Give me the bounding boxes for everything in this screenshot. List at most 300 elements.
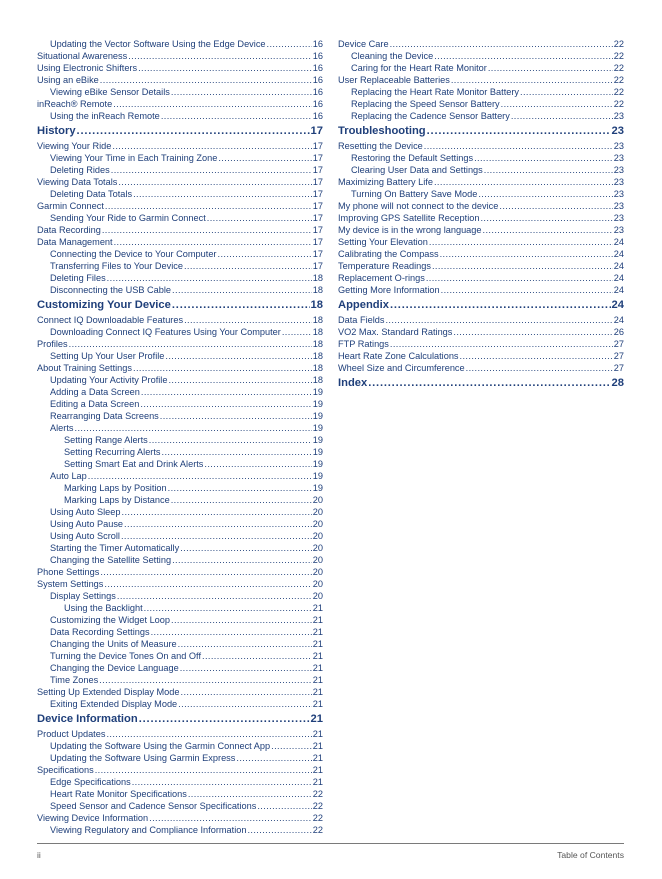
dot-leader — [151, 626, 312, 638]
dot-leader — [105, 200, 312, 212]
toc-entry-page: 24 — [613, 237, 624, 247]
toc-entry-title: Data Recording Settings — [50, 627, 150, 637]
toc-entry-page: 19 — [312, 411, 323, 421]
toc-entry[interactable] — [37, 542, 323, 554]
toc-entry-title: Data Management — [37, 237, 113, 247]
toc-entry[interactable] — [338, 284, 624, 296]
toc-entry-page: 21 — [310, 713, 323, 725]
toc-entry[interactable] — [37, 62, 323, 74]
toc-entry[interactable] — [37, 674, 323, 686]
toc-entry[interactable] — [37, 764, 323, 776]
dot-leader — [385, 314, 612, 326]
dot-leader — [427, 123, 611, 140]
dot-leader — [218, 248, 312, 260]
dot-leader — [257, 800, 311, 812]
toc-entry-title: Viewing Your Ride — [37, 141, 112, 151]
footer-section-title: Table of Contents — [557, 850, 624, 860]
dot-leader — [149, 812, 312, 824]
toc-entry-page: 17 — [312, 189, 323, 199]
toc-entry-title: Viewing Data Totals — [37, 177, 118, 187]
toc-entry[interactable] — [37, 494, 323, 506]
toc-entry[interactable] — [37, 788, 323, 800]
toc-entry-page: 21 — [312, 753, 323, 763]
dot-leader — [95, 764, 312, 776]
toc-entry[interactable] — [338, 350, 624, 362]
toc-entry[interactable] — [338, 314, 624, 326]
toc-entry[interactable] — [37, 98, 323, 110]
toc-entry-page: 21 — [312, 615, 323, 625]
toc-entry-page: 22 — [613, 39, 624, 49]
toc-entry[interactable] — [338, 140, 624, 152]
toc-entry-title: Heart Rate Zone Calculations — [338, 351, 459, 361]
toc-entry-title: Using Auto Pause — [50, 519, 124, 529]
dot-leader — [132, 776, 312, 788]
dot-leader — [172, 554, 312, 566]
toc-entry[interactable] — [37, 386, 323, 398]
toc-right-column — [338, 38, 624, 392]
toc-entry-title: Maximizing Battery Life — [338, 177, 433, 187]
toc-entry[interactable] — [37, 590, 323, 602]
dot-leader — [139, 711, 310, 728]
dot-leader — [106, 728, 311, 740]
dot-leader — [499, 200, 612, 212]
toc-entry-title: Specifications — [37, 765, 94, 775]
toc-entry[interactable] — [338, 38, 624, 50]
toc-entry[interactable] — [37, 224, 323, 236]
dot-leader — [100, 74, 312, 86]
toc-entry[interactable] — [338, 338, 624, 350]
toc-entry[interactable] — [37, 398, 323, 410]
dot-leader — [160, 410, 312, 422]
toc-entry-title: Using an eBike — [37, 75, 99, 85]
toc-entry-page: 19 — [312, 399, 323, 409]
toc-entry[interactable] — [338, 236, 624, 248]
toc-entry[interactable] — [37, 338, 323, 350]
dot-leader — [520, 86, 613, 98]
dot-leader — [207, 212, 312, 224]
dot-leader — [122, 506, 312, 518]
dot-leader — [440, 248, 613, 260]
toc-entry[interactable] — [37, 260, 323, 272]
toc-entry-page: 16 — [312, 39, 323, 49]
toc-entry-page: 17 — [312, 261, 323, 271]
dot-leader — [424, 140, 613, 152]
dot-leader — [429, 236, 613, 248]
toc-entry-title: Auto Lap — [50, 471, 87, 481]
toc-entry-title: Sending Your Ride to Garmin Connect — [50, 213, 206, 223]
toc-entry-title: History — [37, 125, 76, 137]
toc-entry-page: 21 — [312, 699, 323, 709]
toc-entry-page: 23 — [613, 201, 624, 211]
toc-entry-title: Setting Up Extended Display Mode — [37, 687, 180, 697]
dot-leader — [168, 374, 311, 386]
toc-entry-title: Temperature Readings — [338, 261, 431, 271]
toc-entry-title: Changing the Units of Measure — [50, 639, 177, 649]
toc-entry-page: 22 — [312, 801, 323, 811]
toc-entry-page: 18 — [312, 339, 323, 349]
dot-leader — [149, 434, 312, 446]
toc-entry-title: Setting Range Alerts — [64, 435, 148, 445]
toc-entry[interactable] — [37, 176, 323, 188]
toc-entry-page: 22 — [613, 63, 624, 73]
toc-entry[interactable] — [37, 686, 323, 698]
toc-entry-title: Data Fields — [338, 315, 385, 325]
dot-leader — [121, 530, 312, 542]
toc-entry[interactable] — [37, 422, 323, 434]
toc-entry[interactable] — [37, 86, 323, 98]
dot-leader — [118, 176, 311, 188]
toc-entry-title: Customizing Your Device — [37, 299, 171, 311]
dot-leader — [236, 752, 311, 764]
toc-entry-title: Situational Awareness — [37, 51, 128, 61]
toc-entry[interactable] — [338, 50, 624, 62]
dot-leader — [426, 272, 613, 284]
toc-entry[interactable] — [338, 176, 624, 188]
dot-leader — [104, 578, 311, 590]
toc-entry-title: Product Updates — [37, 729, 106, 739]
toc-entry[interactable] — [37, 326, 323, 338]
toc-entry-page: 17 — [310, 125, 323, 137]
toc-entry[interactable] — [37, 212, 323, 224]
toc-entry[interactable] — [37, 776, 323, 788]
toc-entry-title: Cleaning the Device — [351, 51, 434, 61]
toc-entry[interactable] — [37, 152, 323, 164]
toc-entry-page: 20 — [312, 579, 323, 589]
toc-entry-title: Resetting the Device — [338, 141, 423, 151]
toc-entry-page: 27 — [613, 351, 624, 361]
toc-entry-title: Customizing the Widget Loop — [50, 615, 171, 625]
dot-leader — [112, 140, 311, 152]
dot-leader — [171, 494, 312, 506]
toc-entry[interactable] — [37, 728, 323, 740]
toc-entry-page: 26 — [613, 327, 624, 337]
toc-entry[interactable] — [338, 74, 624, 86]
dot-leader — [478, 188, 612, 200]
toc-entry-title: Connecting the Device to Your Computer — [50, 249, 217, 259]
dot-leader — [501, 98, 613, 110]
dot-leader — [172, 297, 310, 314]
toc-entry-page: 21 — [312, 777, 323, 787]
toc-entry-title: Rearranging Data Screens — [50, 411, 159, 421]
toc-entry[interactable] — [338, 188, 624, 200]
toc-entry-page: 22 — [613, 75, 624, 85]
toc-entry-page: 24 — [613, 249, 624, 259]
toc-entry-title: Display Settings — [50, 591, 116, 601]
toc-entry[interactable] — [37, 50, 323, 62]
toc-heading[interactable] — [338, 297, 624, 314]
toc-entry[interactable] — [338, 212, 624, 224]
toc-entry[interactable] — [37, 812, 323, 824]
toc-entry-page: 24 — [611, 299, 624, 311]
toc-entry-page: 21 — [312, 663, 323, 673]
toc-entry[interactable] — [37, 800, 323, 812]
toc-entry-page: 20 — [312, 531, 323, 541]
toc-entry[interactable] — [338, 98, 624, 110]
toc-entry-page: 18 — [310, 299, 323, 311]
toc-entry[interactable] — [338, 260, 624, 272]
dot-leader — [114, 236, 312, 248]
toc-entry-page: 17 — [312, 201, 323, 211]
toc-entry-page: 21 — [312, 639, 323, 649]
dot-leader — [204, 458, 311, 470]
toc-heading[interactable] — [37, 711, 323, 728]
toc-entry-page: 24 — [613, 285, 624, 295]
toc-entry-title: Updating the Vector Software Using the Edge Device — [50, 39, 266, 49]
toc-entry-title: Setting Smart Eat and Drink Alerts — [64, 459, 204, 469]
toc-entry[interactable] — [37, 236, 323, 248]
toc-entry-page: 22 — [613, 51, 624, 61]
toc-entry-title: Edge Specifications — [50, 777, 131, 787]
dot-leader — [138, 62, 312, 74]
dot-leader — [128, 50, 312, 62]
dot-leader — [171, 86, 312, 98]
dot-leader — [466, 362, 613, 374]
dot-leader — [368, 375, 610, 392]
toc-entry-page: 23 — [613, 177, 624, 187]
toc-entry-title: Changing the Device Language — [50, 663, 179, 673]
toc-entry-page: 16 — [312, 75, 323, 85]
toc-entry-title: Troubleshooting — [338, 125, 426, 137]
toc-entry[interactable] — [338, 110, 624, 122]
toc-entry[interactable] — [338, 200, 624, 212]
dot-leader — [184, 260, 312, 272]
dot-leader — [180, 662, 312, 674]
toc-entry-title: Index — [338, 377, 368, 389]
toc-entry-title: Improving GPS Satellite Reception — [338, 213, 480, 223]
dot-leader — [171, 614, 312, 626]
toc-entry[interactable] — [37, 470, 323, 482]
toc-entry-title: Device Care — [338, 39, 389, 49]
toc-entry-page: 27 — [613, 363, 624, 373]
toc-entry[interactable] — [37, 506, 323, 518]
dot-leader — [511, 110, 613, 122]
dot-leader — [390, 38, 613, 50]
toc-entry-page: 21 — [312, 765, 323, 775]
toc-entry-title: Replacement O-rings — [338, 273, 425, 283]
toc-entry[interactable] — [37, 188, 323, 200]
toc-entry-page: 21 — [312, 603, 323, 613]
toc-entry[interactable] — [37, 140, 323, 152]
toc-entry[interactable] — [37, 458, 323, 470]
toc-entry-page: 17 — [312, 225, 323, 235]
toc-entry-page: 21 — [312, 741, 323, 751]
dot-leader — [181, 686, 312, 698]
toc-entry[interactable] — [37, 824, 323, 836]
toc-entry-page: 17 — [312, 153, 323, 163]
toc-entry[interactable] — [37, 362, 323, 374]
dot-leader — [140, 398, 311, 410]
dot-leader — [202, 650, 312, 662]
toc-entry-page: 20 — [312, 507, 323, 517]
toc-heading[interactable] — [338, 375, 624, 392]
toc-entry[interactable] — [338, 362, 624, 374]
toc-entry[interactable] — [338, 62, 624, 74]
dot-leader — [161, 110, 312, 122]
toc-entry[interactable] — [338, 326, 624, 338]
toc-entry-title: Viewing eBike Sensor Details — [50, 87, 170, 97]
toc-entry-title: Setting Recurring Alerts — [64, 447, 161, 457]
toc-entry-title: Alerts — [50, 423, 74, 433]
toc-entry-title: System Settings — [37, 579, 104, 589]
dot-leader — [172, 284, 312, 296]
dot-leader — [178, 698, 312, 710]
dot-leader — [432, 260, 613, 272]
toc-entry[interactable] — [37, 446, 323, 458]
toc-entry-title: Adding a Data Screen — [50, 387, 140, 397]
toc-heading[interactable] — [37, 297, 323, 314]
dot-leader — [77, 123, 310, 140]
toc-entry[interactable] — [37, 566, 323, 578]
toc-entry[interactable] — [37, 482, 323, 494]
dot-leader — [480, 212, 612, 224]
toc-entry[interactable] — [37, 614, 323, 626]
dot-leader — [133, 188, 312, 200]
toc-entry-page: 16 — [312, 99, 323, 109]
toc-entry-page: 21 — [312, 651, 323, 661]
toc-entry[interactable] — [37, 530, 323, 542]
toc-entry-page: 20 — [312, 543, 323, 553]
toc-entry[interactable] — [338, 224, 624, 236]
toc-entry[interactable] — [37, 272, 323, 284]
toc-entry-title: Using the inReach Remote — [50, 111, 160, 121]
toc-entry[interactable] — [37, 314, 323, 326]
dot-leader — [144, 602, 312, 614]
toc-entry[interactable] — [37, 434, 323, 446]
dot-leader — [75, 422, 312, 434]
dot-leader — [474, 152, 613, 164]
toc-entry-title: Deleting Data Totals — [50, 189, 133, 199]
toc-entry-page: 16 — [312, 51, 323, 61]
toc-entry-page: 21 — [312, 675, 323, 685]
dot-leader — [117, 590, 312, 602]
toc-entry-title: Viewing Device Information — [37, 813, 149, 823]
toc-entry[interactable] — [37, 374, 323, 386]
dot-leader — [267, 38, 312, 50]
toc-entry[interactable] — [37, 110, 323, 122]
dot-leader — [102, 224, 312, 236]
toc-entry-title: Viewing Your Time in Each Training Zone — [50, 153, 218, 163]
toc-entry-page: 16 — [312, 111, 323, 121]
toc-entry-title: Calibrating the Compass — [338, 249, 439, 259]
toc-entry-page: 19 — [312, 435, 323, 445]
toc-entry-page: 17 — [312, 165, 323, 175]
dot-leader — [124, 518, 312, 530]
dot-leader — [282, 326, 312, 338]
toc-entry-page: 23 — [613, 111, 624, 121]
toc-entry-page: 24 — [613, 273, 624, 283]
toc-entry-page: 24 — [613, 315, 624, 325]
toc-entry-title: Device Information — [37, 713, 138, 725]
toc-entry[interactable] — [338, 272, 624, 284]
toc-heading[interactable] — [37, 123, 323, 140]
toc-entry[interactable] — [37, 518, 323, 530]
toc-entry[interactable] — [338, 164, 624, 176]
toc-entry-page: 23 — [613, 141, 624, 151]
dot-leader — [483, 224, 613, 236]
toc-entry-page: 17 — [312, 249, 323, 259]
dot-leader — [100, 566, 311, 578]
dot-leader — [133, 362, 312, 374]
toc-entry[interactable] — [338, 152, 624, 164]
toc-entry[interactable] — [37, 662, 323, 674]
dot-leader — [184, 314, 312, 326]
toc-entry-title: Updating the Software Using Garmin Express — [50, 753, 236, 763]
toc-entry-title: Updating the Software Using the Garmin Connect App — [50, 741, 271, 751]
toc-entry-page: 18 — [312, 375, 323, 385]
toc-left-column — [37, 38, 323, 836]
dot-leader — [451, 74, 613, 86]
toc-entry-page: 23 — [613, 165, 624, 175]
toc-entry-title: FTP Ratings — [338, 339, 389, 349]
toc-entry-page: 21 — [312, 729, 323, 739]
toc-entry[interactable] — [338, 248, 624, 260]
toc-entry[interactable] — [37, 650, 323, 662]
toc-entry-page: 20 — [312, 495, 323, 505]
toc-entry[interactable] — [37, 578, 323, 590]
toc-heading[interactable] — [338, 123, 624, 140]
dot-leader — [88, 470, 312, 482]
toc-entry[interactable] — [37, 284, 323, 296]
toc-entry-title: Getting More Information — [338, 285, 440, 295]
dot-leader — [484, 164, 613, 176]
toc-entry[interactable] — [37, 164, 323, 176]
toc-entry[interactable] — [37, 200, 323, 212]
toc-entry-page: 17 — [312, 237, 323, 247]
toc-entry-title: Editing a Data Screen — [50, 399, 140, 409]
toc-entry[interactable] — [37, 752, 323, 764]
toc-entry[interactable] — [37, 698, 323, 710]
toc-entry[interactable] — [37, 410, 323, 422]
toc-entry[interactable] — [37, 74, 323, 86]
toc-entry-page: 18 — [312, 315, 323, 325]
toc-entry-page: 18 — [312, 351, 323, 361]
toc-entry-page: 21 — [312, 627, 323, 637]
toc-entry-title: Setting Up Your User Profile — [50, 351, 165, 361]
dot-leader — [113, 98, 312, 110]
dot-leader — [390, 338, 613, 350]
toc-entry-title: Exiting Extended Display Mode — [50, 699, 178, 709]
toc-entry[interactable] — [37, 554, 323, 566]
toc-entry-page: 22 — [312, 789, 323, 799]
dot-leader — [180, 542, 312, 554]
dot-leader — [247, 824, 311, 836]
toc-entry-title: Caring for the Heart Rate Monitor — [351, 63, 487, 73]
toc-entry[interactable] — [37, 740, 323, 752]
toc-entry-page: 23 — [613, 213, 624, 223]
toc-entry-title: Restoring the Default Settings — [351, 153, 474, 163]
toc-entry[interactable] — [37, 626, 323, 638]
toc-entry-title: User Replaceable Batteries — [338, 75, 450, 85]
toc-entry-title: Deleting Files — [50, 273, 106, 283]
toc-entry[interactable] — [37, 248, 323, 260]
dot-leader — [390, 297, 611, 314]
toc-entry-page: 20 — [312, 591, 323, 601]
toc-entry-title: Phone Settings — [37, 567, 100, 577]
dot-leader — [178, 638, 312, 650]
toc-entry[interactable] — [338, 86, 624, 98]
toc-entry[interactable] — [37, 38, 323, 50]
toc-entry[interactable] — [37, 602, 323, 614]
toc-entry-title: My device is in the wrong language — [338, 225, 482, 235]
dot-leader — [441, 284, 613, 296]
toc-entry-page: 27 — [613, 339, 624, 349]
toc-entry-title: Data Recording — [37, 225, 101, 235]
toc-entry[interactable] — [37, 638, 323, 650]
toc-entry[interactable] — [37, 350, 323, 362]
toc-entry-title: Disconnecting the USB Cable — [50, 285, 172, 295]
dot-leader — [453, 326, 612, 338]
toc-entry-title: Time Zones — [50, 675, 99, 685]
